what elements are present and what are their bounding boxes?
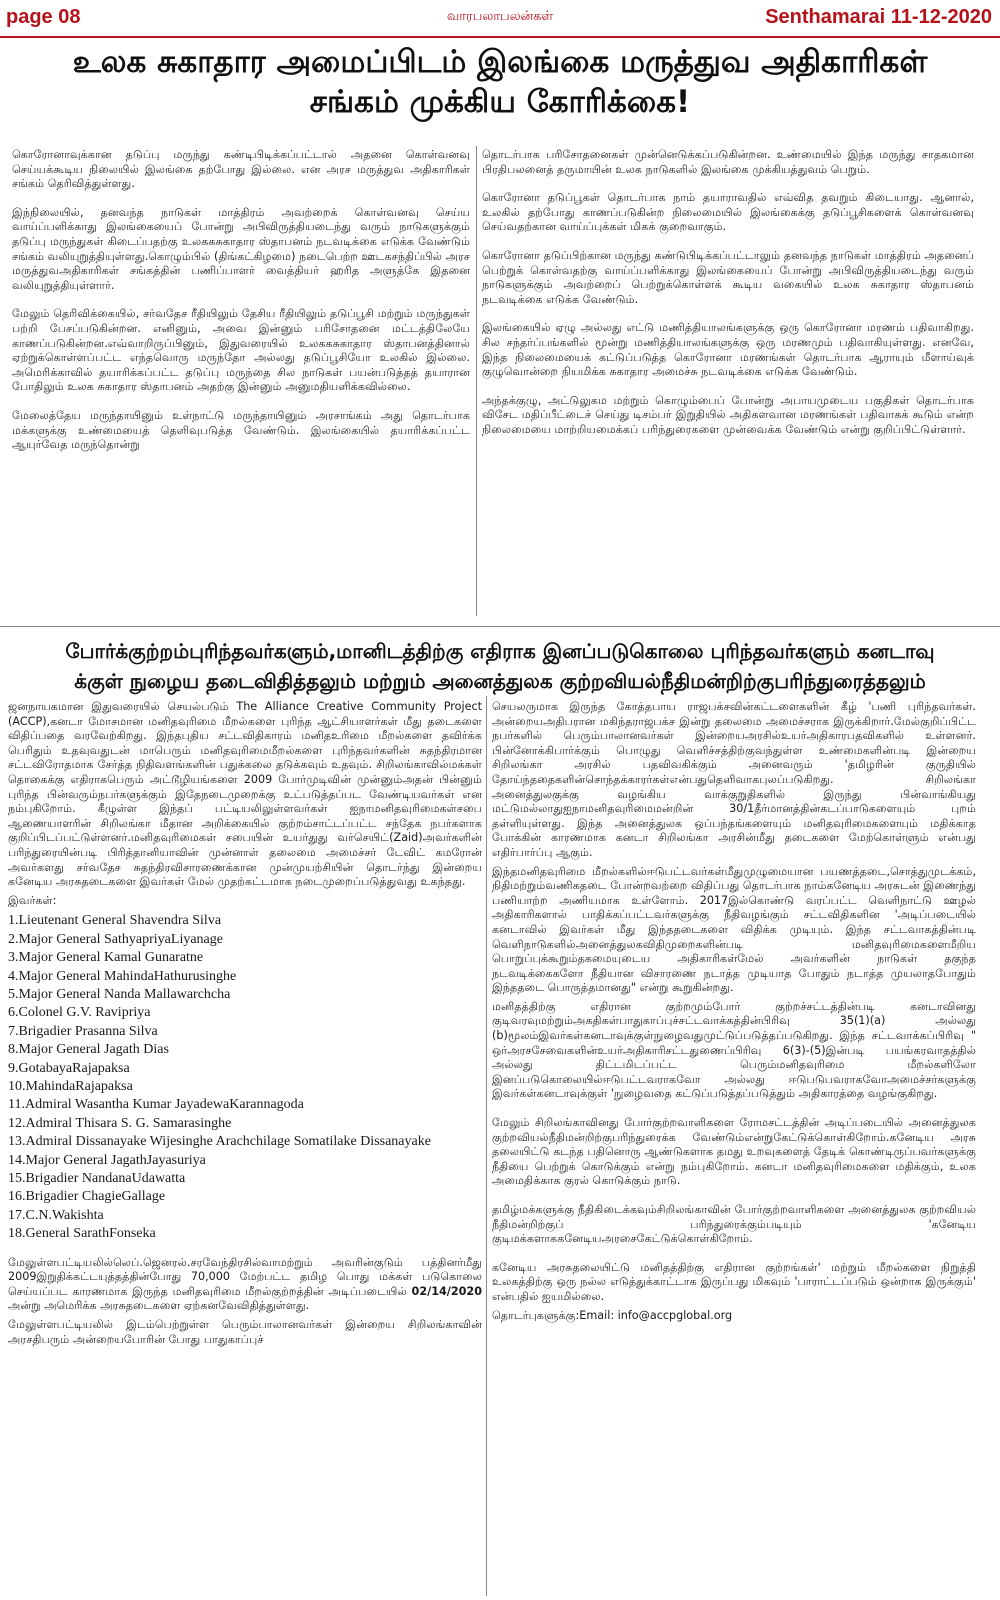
article2-paragraph: மேலும் சிறிலங்காவினது போர்குற்றவாளிகளை ரோமசட்டத்தின் அடிப்படையில் அனைத்துலக குற்றவியல்நீதிமன்றிற்குபரிந்துரைக்க வேண்டும்என்றுகேட்டுக்கொள்கிறோம்.கனேடிய அரசு தலையிட்டு கடந்த பதினொரு ஆண்டுகளாக தமது உறவுகளைத் தேடிக் கொண்டிருப்பவர்களுக்கு நீதியை பெற்றுக் கொடுக்கும் என்று நம்புகிறோம். கனடா மனிதவுரிமைகளை மதிக்கும், உலக அமைதிக்காக குரல் கொடுக்கும் நாடு. <box>492 1116 976 1188</box>
article1-headline-line2: சங்கம் முக்கிய கோரிக்கை! <box>309 84 691 120</box>
article1-headline-line1: உலக சுகாதார அமைப்பிடம் இலங்கை மருத்துவ அதிகாரிகள் <box>72 44 928 80</box>
article1-paragraph: இந்நிலையில், தனவந்த நாடுகள் மாத்திரம் அவற்றைக் கொள்வனவு செய்ய வாய்ப்பளிக்காது இலங்கையைப் போன்று அபிவிருத்தியடைந்து வரும் நாடுகளுக்கும் தடுப்பு மருந்துகள் கிடைப்பதற்கு உலககசுகாதார ஸ்தாபனம் நடவடிக்கை எடுக்க வேண்டும் சங்கம் வலியுறுத்தியுள்ளது.கொழும்பில் (திங்கட்கிழமை) நடைபெற்ற ஊடகசந்திப்பில் அரச மருத்துவஅதிகாரிகள் சங்கத்தின் பணிப்பாளர் வைத்தியர் ஹரித அளுத்கே இதனை வலியுறுத்தியுள்ளார். <box>12 205 470 292</box>
article2-paragraph: மேலுள்ளபட்டியலில் இடம்பெற்றுள்ள பெரும்பாலானவர்கள் இன்றைய சிறிலங்காவின் அரசதிபரும் அன்றையபோரின் போது பாதுகாப்புச் <box>8 1318 482 1346</box>
list-item: 5.Major General Nanda Mallawarchcha <box>8 986 231 1002</box>
list-item: 11.Admiral Wasantha Kumar JayadewaKarannagoda <box>8 1097 304 1113</box>
article1-paragraph: மேலும் தெரிவிக்கையில், சர்வதேச ரீதியிலும் தேசிய ரீதியிலும் தடுப்பூசி மற்றும் மருந்துகள் பற்றி பேசப்படுகின்றன. எனினும், அவை இன்னும் பரிசோதனை மட்டத்திலேயே காணப்படுகின்றன.எவ்வாறிருப்பினும், இதுவரையில் உலககசுகாதார ஸ்தாபனத்தினால் ஏற்றுக்கொள்ளப்பட்ட எந்தவொரு மருந்தோ அல்லது தடுப்பூசியோ உலகில் இல்லை. அமெரிக்காவில் தயாரிக்கப்பட்ட தடுப்பு மருந்தை சில நாடுகள் பயன்படுத்தத் தயாரான போதிலும் உலக சுகாதார ஸ்தாபனம் அதற்கு இன்னும் அனுமதியளிக்கவில்லை. <box>12 307 470 394</box>
names-list-label: இவர்கள்: <box>8 893 57 907</box>
section-name: வாரபலாபலன்கள் <box>446 9 554 24</box>
article1-column-1 <box>12 148 470 612</box>
sanction-date: 02/14/2020 <box>411 1284 482 1298</box>
page-number: page 08 <box>6 6 81 28</box>
article1-paragraph: கொரோனா தடுப்பூகள் தொடர்பாக நாம் தயாராவதில் எவ்வித தவறும் கிடையாது. ஆனால், உலகில் தற்போது காணப்படுகின்ற நிலைமையில் இலங்கைக்கு தடுப்பூசிகளைக் கொள்வனவு செய்வதற்கான வாய்ப்புக்கள் மிகக் குறைவாகும். <box>482 191 974 234</box>
article1-paragraph: இலங்கையில் ஏழு அல்லது எட்டு மணித்தியாலங்களுக்கு ஒரு கொரோனா மரணம் பதிவாகிறது. சில சந்தர்ப்பங்களில் மூன்று மணித்தியாலங்களுக்கு ஒரு மரணமும் பதிவாகியுள்ளது. எனவே, இந்த நிலைமையைக் கட்டுப்படுத்த கொரோனா மரணங்கள் தொடர்பாக ஆராயும் மீளாய்வுக் குழுவொன்றை நியமிக்க சுகாதார அமைச்சு நடவடிக்கை எடுக்க வேண்டும். <box>482 321 974 379</box>
column-divider <box>476 146 477 616</box>
article2-column-2 <box>492 700 976 1596</box>
list-item: 1.Lieutenant General Shavendra Silva <box>8 913 222 929</box>
article1-paragraph: கொரோனாவுக்கான தடுப்பு மருந்து கண்டிபிடிக்கப்பட்டால் அதனை கொள்வனவு செய்யக்கூடிய நிலையில் இலங்கை தற்போது இல்லை. என அரச மருத்துவ அதிகாரிகள் சங்கம் தெரிவித்துள்ளது. <box>12 148 470 191</box>
article2-paragraph: ஜனநாயகமான இதுவரையில் செயல்படும் The Alliance Creative Community Project (ACCP),கனடா மோசமான மனிதவுரிமை மீறல்களை புரிந்த ஆட்சியாளர்கள் மீது தடைகளை விதிப்பதை வரவேற்கிறது. இந்தபுதிய சட்டவிதிகாரம் மனிதஉரிமை மீறல்களை தவிர்க்க பெரிதும் உதவுவதுடன் மாபெரும் மனிதவுரிமைமீறல்களை புரிந்தவர்களின் சுதந்திரமான சட்டவிரோதமாக சேர்த்த நிதிவளங்களின் பதுக்கலை தடுக்கவும் உதவும். சிறிலங்காவில்மக்கள் தொகைக்கு எதிராகபெரும் அட்டூழியங்களை 2009 போர்முடிவின் முன்னும்அதன் பின்னும் புரிந்த பின்வரும்நபர்களுக்கும் இதேநடைமுறைக்கு உட்படுத்தப்பட வேண்டியவர்கள் என நம்புகிறோம். கீழுள்ள இந்தப் பட்டியலிலுள்ளவர்கள் ஐநாமனிதவுரிமைகள்சபை ஆணையாளரின் சிறிலங்கா மீதான அறிக்கையில் குற்றம்சாட்டப்பட்ட சந்தேக நபர்களாக குறிப்பிடப்பட்டுள்ளனர்.மனிதவுரிமைகள் சபையின் உயர்துது வர்செயிட்(Zaid)அவர்களின் பரிந்துரையின்படி பிரித்தானியாவின் முன்னாள் தலைமை அமைச்சர் டேவிட் கமரோன் அவர்களது சர்வதேச சுதந்திரவிசாரணைக்கான முன்முயற்சியின் தொடர்ந்து இன்றைய கனேடிய அரசுதடைகளை இவர்கள் மேல் முதற்கட்டமாக நடைமுறைப்படுத்துவது உகந்தது. <box>8 700 482 889</box>
article2-text: மேலுள்ளபட்டியலில்லெப்.ஜெனரல்.சரவேந்திரசில்வாமற்றும் அவரின்குடும் பத்தினர்மீது 2009இறுதிக்கட்டயுத்தத்தின்போது 70,000 மேற்பட்ட தமிழ பொது மக்கள் படுகொலை செய்யப்பட காரணமாக இருந்த மனிதவுரிமை மீறல்குற்றத்தின் அடிப்படையில் <box>8 1255 482 1298</box>
list-item: 8.Major General Jagath Dias <box>8 1042 169 1058</box>
list-item: 6.Colonel G.V. Ravipriya <box>8 1005 151 1021</box>
list-item: 13.Admiral Dissanayake Wijesinghe Arachchilage Somatilake Dissanayake <box>8 1134 431 1150</box>
article1-paragraph: தொடர்பாக பரிசோதனைகள் முன்னெடுக்கப்படுகின்றன. உண்மையில் இந்த மருந்து சாதகமான பிரதிபலனைத் தருமாயின் உலக நாடுகளில் இலங்கை முக்கியத்துவம் பெறும். <box>482 148 974 176</box>
article-divider <box>0 626 1000 627</box>
article2-paragraph: செயலருமாக இருந்த கோத்தபாய ராஜபக்சவின்கட்டளைகளின் கீழ் 'பணி புரிந்தவர்கள். அன்றையஅதிபரான மகிந்தராஜபக்ச இன்று தலைமை அமைச்சராக இருக்கிறார்.மேல்குறிப்பிட்ட நபர்களில் பெரும்பாலானவர்கள் இன்றையஅரசில்உயர்அதிகாரபதவிகளில் உள்ளனர். பின்னோக்கிபார்க்கும் பொழுது வெளிச்சத்திற்குவந்துள்ள உண்மைகளின்படி இன்றைய சிறிலங்கா அரசில் பதவிவகிக்கும் அனைவரும் 'தமிழரின் குருதியில் தோய்ந்ததைகளின்சொந்தக்காரர்கள்என்பதுதெளிவாகபுலப்படுகிறது. சிறிலங்கா அனைத்துலகுக்கு வழங்கிய வாக்குறுதிகளில் இருந்து பின்வாங்கியது மட்டுமல்லாதுஐநாமனிதவுரிமைமன்றின் 30/1தீர்மானத்தின்கடப்பாடுகளையும் புறம் தள்ளியுள்ளது. இந்த அனைத்துலக ஒப்பந்தங்களையும் மனிதவுரிமைகளையும் மதிக்காத போக்கின் காரணமாக கனடா சிறிலங்கா அரசின்மீது தடைகளை மேற்கொள்ளும் என்பது எதிர்பார்ப்பு ஆகும். <box>492 700 976 859</box>
article1-paragraph: அந்தக்குழு, அட்டுலுகம மற்றும் கொழும்பைப் போன்று அபாயமுடைய பகுதிகள் தொடர்பாக விசேட மதிப்பீட்டைச் செய்து டிசம்பர் இறுதியில் அதிகளவான மரணங்கள் பதிவாகக் கூடும் என்ற நிலைமையை மாற்றியமைக்கப் பரிந்துரைகளை முன்வைக்க வேண்டும் என்று குறிப்பிட்டுள்ளார். <box>482 393 974 436</box>
article2-text: அன்று அமெரிக்க அரசுதடைகளை ஏற்கனவேவிதித்துள்ளது. <box>8 1299 310 1313</box>
article2-headline-line2: க்குள் நுழைய தடைவிதித்தலும் மற்றும் அனைத்துலக குற்றவியல்நீதிமன்றிற்குபரிந்துரைத்தலும் <box>74 669 926 693</box>
list-item: 4.Major General MahindaHathurusinghe <box>8 968 237 984</box>
names-list <box>8 912 482 1243</box>
article2-headline <box>0 636 1000 696</box>
list-item: 16.Brigadier ChagieGallage <box>8 1189 166 1205</box>
article2-paragraph: இந்தமனிதவுரிமை மீறல்களில்ஈடுபட்டவர்கள்மீதுமுழுமையான பயணத்தடை,சொத்துமுடக்கம், நிதிமற்றும்வணிகதடை போன்றவற்றை விதிப்பது தொடர்பாக நாம்கனேடிய அரசுடன் இணைந்து பணியாற்ற அணியமாக உள்ளோம். 2017இல்கொண்டு வரப்பட்ட வெளிநாட்டு ஊழல் அதிகாரிகளால் பாதிக்கப்பட்டவர்களுக்கு நீதிவழங்கும் சட்டவிதிகளின 'அடிப்படையில் கனடாவில் இவர்கள் மீது இந்ததடைகளை விதிக்க முடியும். இந்த சட்டவாகத்தின்படி வெளிநாடுகளில்அனைத்துலகவிதிமுறைகளின்படி மனிதவுரிமைகளைமீறிய பொறுப்புக்கூறும்தகமையுடைய அதிகாரிகள்மேல் அவர்களின் நாடுகள் தகுந்த நடவடிக்கைகளோ நீதியான விசாரணை நடாத்த முடியாத போதும் நடாத்த முயலாதபோதும் இந்ததடை பொருத்தமானது" என்று கூறுகின்றது. <box>492 864 976 995</box>
list-item: 10.MahindaRajapaksa <box>8 1078 133 1094</box>
list-item: 14.Major General JagathJayasuriya <box>8 1152 206 1168</box>
list-item: 9.GotabayaRajapaksa <box>8 1060 130 1076</box>
publication-date: Senthamarai 11-12-2020 <box>765 6 992 28</box>
list-item: 18.General SarathFonseka <box>8 1226 156 1242</box>
page-header <box>0 0 1000 38</box>
list-item: 7.Brigadier Prasanna Silva <box>8 1023 158 1039</box>
list-item: 3.Major General Kamal Gunaratne <box>8 950 204 966</box>
article2-paragraph: கனேடிய அரசுதலையிட்டு மனிதத்திற்கு எதிரான குற்றங்கள்' மற்றும் மீறல்களை நிறுத்தி உலகத்திற்கு ஒரு நல்ல எடுத்துக்காட்டாக இருப்பது மிகவும் 'பாராட்டப்படும் ஒன்றாக இருக்கும்' என்பதில் ஐயமில்லை. <box>492 1260 976 1303</box>
list-item: 17.C.N.Wakishta <box>8 1207 104 1223</box>
contact-email: தொடர்புகளுக்கு:Email: info@accpglobal.org <box>492 1308 733 1322</box>
article2-paragraph <box>8 1256 482 1314</box>
list-item: 12.Admiral Thisara S. G. Samarasinghe <box>8 1115 232 1131</box>
article2-column-1 <box>8 700 482 1596</box>
article1-column-2 <box>482 148 974 618</box>
article2-paragraph: தமிழ்மக்களுக்கு நீதிகிடைக்கவும்சிறிலங்காவின் போர்குற்றவாளிகளை அனைத்துலக குற்றவியல் நீதிமன்றிற்குப் பரிந்துரைக்கும்படியும் 'கனேடிய குடிமக்களாககனேடியஅரசைகேட்டுக்கொள்கிறோம். <box>492 1203 976 1246</box>
article1-paragraph: மேலைத்தேய மருந்தாயினும் உள்நாட்டு மருந்தாயினும் அரசாங்கம் அது தொடர்பாக மக்களுக்கு உண்மையைத் தெளிவுபடுத்த வேண்டும். இலங்கையில் தயாரிக்கப்பட்ட ஆயுர்வேத மருந்தொன்று <box>12 408 470 452</box>
column-divider <box>486 696 487 1596</box>
article2-paragraph: மனிதத்திற்கு எதிரான குற்றமும்போர் குற்றச்சட்டத்தின்படி கனடாவினது குடிவரவுமற்றும்அகதிகள்பாதுகாப்புச்சட்டவாக்கத்தின்பிரிவு 35(1)(a) அல்லது (b)மூலம்இவர்கள்கனடாவுக்குள்நுழைவதுமுட்டுப்படுத்தப்படுகிறது. இந்த சட்டவாக்கப்பிரிவு " ஒர்அரசசேவைகளின்உயர்அதிகாரிசட்டதுணைப்பிரிவு 6(3)-(5)இன்படி பயங்கரவாதத்தில் அல்லது திட்டமிடப்பட்ட பெரும்மனிதவுரிமை மீறல்களிலோ இனப்படுகொலையில்ஈடுபட்டவராகவோ அல்லது ஈடுபடுபவராகவோஅமைச்சர்களுக்கு இவர்கள்கனடாவுக்குள் 'நுழைவதை கட்டுப்படுத்தப்படுத்தும் அதிகாரத்தை வழங்குகிறது. <box>492 999 976 1101</box>
article1-headline <box>0 42 1000 122</box>
list-item: 2.Major General SathyapriyaLiyanage <box>8 931 223 947</box>
list-item: 15.Brigadier NandanaUdawatta <box>8 1171 186 1186</box>
article1-paragraph: கொரோனா தடுப்பிற்கான மருந்து கண்டுபிடிக்கப்பட்டாலும் தனவந்த நாடுகள் மாத்திரம் அதனைப் பெற்றுக் கொள்வதற்கு வாய்ப்பளிக்காது இலங்கையைப் போன்று அபிவிருத்தியடைந்து வரும் நாடுகளுக்கும் அவற்றைப் பெற்றுக்கொள்ளக் கூடிய வகையில் உலக சுகாதார ஸ்தாபனம் நடவடிக்கை எடுக்க வேண்டும். <box>482 248 974 306</box>
article2-headline-line1: போர்க்குற்றம்புரிந்தவர்களும்,மானிடத்திற்கு எதிராக இனப்படுகொலை புரிந்தவர்களும் கனடாவு <box>65 639 935 663</box>
